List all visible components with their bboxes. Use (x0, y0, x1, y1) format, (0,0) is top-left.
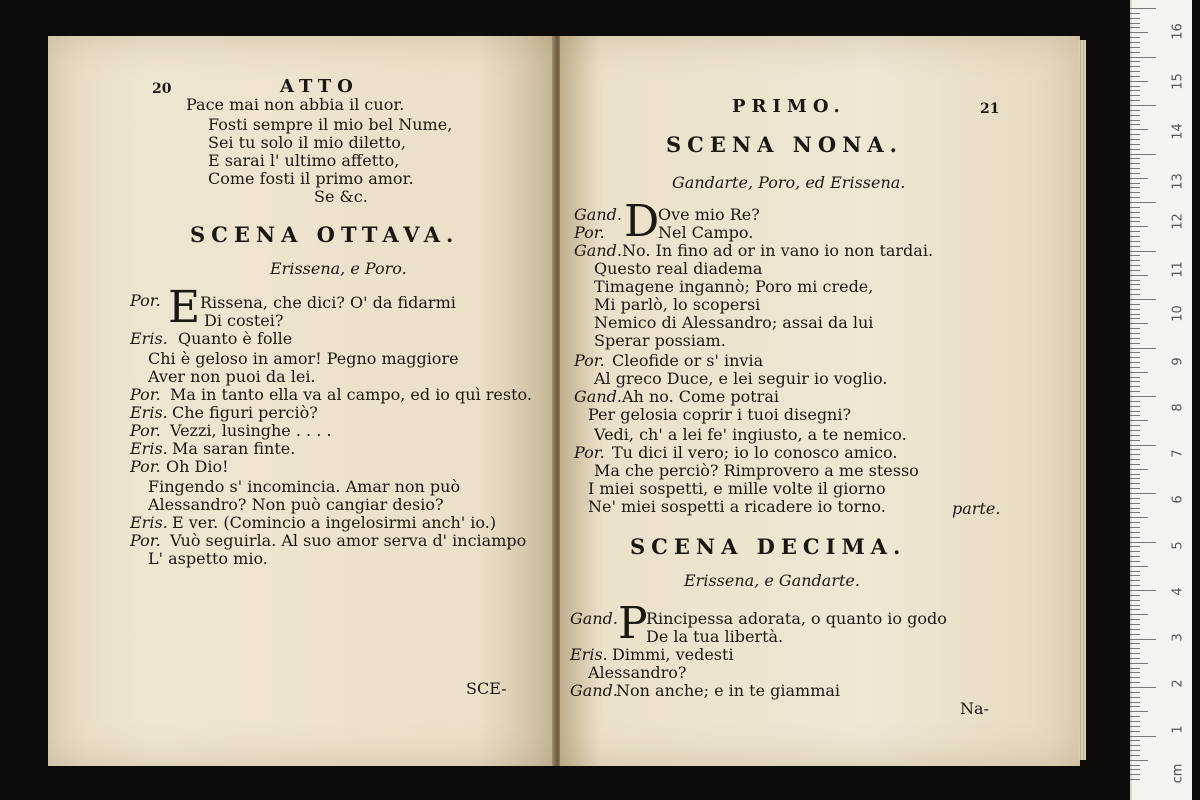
speaker: Por. (130, 531, 161, 550)
dialogue-line: Ove mio Re? (658, 205, 760, 224)
dialogue-line: Oh Dio! (166, 457, 229, 476)
dialogue-line: Rincipessa adorata, o quanto io godo (646, 609, 947, 628)
ruler-tick (1130, 449, 1140, 450)
speaker: Por. (574, 351, 605, 370)
ruler-tick (1130, 246, 1140, 247)
speaker: Por. (130, 291, 161, 310)
ruler-tick (1130, 294, 1140, 295)
ruler-tick (1130, 202, 1156, 203)
dialogue-line: Vezzi, lusinghe . . . . (170, 421, 332, 440)
ruler-tick (1130, 508, 1140, 509)
ruler-tick (1130, 13, 1140, 14)
ruler-tick (1130, 183, 1140, 184)
ruler-tick (1130, 284, 1140, 285)
ruler-tick (1130, 27, 1140, 28)
dialogue-line: Mi parlò, lo scopersi (594, 295, 761, 314)
ruler-tick (1130, 289, 1140, 290)
ruler-tick (1130, 556, 1140, 557)
ruler-tick (1130, 769, 1140, 770)
ruler-tick (1130, 430, 1140, 431)
speaker: Gand. (574, 205, 622, 224)
ruler-tick (1130, 381, 1140, 382)
dialogue-line: Fingendo s' incomincia. Amar non può (148, 477, 461, 496)
dialogue-line: Di costei? (204, 311, 284, 330)
ruler-tick (1130, 774, 1140, 775)
verse-line: Sei tu solo il mio diletto, (208, 133, 406, 152)
ruler-tick (1130, 503, 1140, 504)
ruler-tick (1130, 542, 1156, 543)
ruler-tick (1130, 464, 1140, 465)
ruler-number: 13 (1170, 173, 1186, 190)
ruler-tick (1130, 372, 1148, 373)
scene-characters: Erissena, e Poro. (270, 259, 407, 278)
ruler-tick (1130, 445, 1156, 446)
ruler-tick (1130, 323, 1148, 324)
page-number-left: 20 (152, 81, 172, 97)
ruler-tick (1130, 532, 1140, 533)
running-head-right: PRIMO. (732, 96, 846, 117)
ruler-tick (1130, 173, 1140, 174)
ruler-tick (1130, 551, 1140, 552)
speaker: Eris. (130, 329, 168, 348)
ruler-tick (1130, 415, 1140, 416)
ruler-tick (1130, 687, 1156, 688)
ruler-tick (1130, 692, 1140, 693)
ruler-tick (1130, 110, 1140, 111)
ruler-tick (1130, 498, 1140, 499)
ruler-tick (1130, 367, 1140, 368)
verse-line: Se &c. (314, 187, 368, 206)
verse-line: Pace mai non abbia il cuor. (186, 95, 405, 114)
ruler-tick (1130, 226, 1148, 227)
ruler-tick (1130, 221, 1140, 222)
ruler-tick (1130, 18, 1140, 19)
dialogue-line: Vedi, ch' a lei fe' ingiusto, a te nemico. (594, 425, 907, 444)
speaker: Gand. (574, 387, 622, 406)
ruler-tick (1130, 241, 1140, 242)
ruler-tick (1130, 406, 1140, 407)
ruler-tick (1130, 328, 1140, 329)
ruler-tick (1130, 124, 1140, 125)
ruler-tick (1130, 435, 1140, 436)
ruler-tick (1130, 706, 1140, 707)
ruler-tick (1130, 629, 1140, 630)
ruler-number: 16 (1170, 23, 1186, 40)
ruler-tick (1130, 711, 1148, 712)
speaker: Por. (574, 223, 605, 242)
ruler-tick (1130, 154, 1156, 155)
drop-cap: E (168, 282, 201, 333)
drop-cap: D (624, 196, 660, 247)
ruler-tick (1130, 580, 1140, 581)
ruler-tick (1130, 755, 1140, 756)
ruler-tick (1130, 90, 1140, 91)
ruler-tick (1130, 139, 1140, 140)
scene-title-ottava: SCENA OTTAVA. (190, 222, 460, 247)
ruler-tick (1130, 619, 1140, 620)
ruler-tick (1130, 454, 1140, 455)
catchword-right: Na- (960, 699, 989, 718)
ruler-tick (1130, 561, 1140, 562)
ruler-number: 14 (1170, 123, 1186, 140)
ruler-number: 7 (1170, 449, 1186, 458)
ruler-tick (1130, 750, 1140, 751)
ruler-tick (1130, 100, 1140, 101)
ruler-tick (1130, 396, 1156, 397)
dialogue-line: Tu dici il vero; io lo conosco amico. (612, 443, 898, 462)
ruler-tick (1130, 120, 1140, 121)
speaker: Eris. (130, 513, 168, 532)
ruler-tick (1130, 522, 1140, 523)
catchword-left: SCE- (466, 679, 507, 698)
ruler-tick (1130, 357, 1140, 358)
dialogue-line: Aver non puoi da lei. (148, 367, 316, 386)
ruler-tick (1130, 105, 1156, 106)
dialogue-line: Sperar possiam. (594, 331, 726, 350)
ruler-tick (1130, 600, 1140, 601)
dialogue-line: E ver. (Comincio a ingelosirmi anch' io.) (172, 513, 497, 532)
scene-characters: Gandarte, Poro, ed Erissena. (672, 173, 906, 192)
ruler-tick (1130, 643, 1140, 644)
ruler-tick (1130, 672, 1140, 673)
ruler-tick (1130, 348, 1156, 349)
ruler-tick (1130, 197, 1140, 198)
dialogue-line: Alessandro? (588, 663, 687, 682)
ruler-tick (1130, 158, 1140, 159)
ruler-tick (1130, 745, 1140, 746)
ruler-tick (1130, 309, 1140, 310)
ruler-tick (1130, 740, 1140, 741)
ruler-number: 15 (1170, 73, 1186, 90)
ruler-tick (1130, 338, 1140, 339)
dialogue-line: Cleofide or s' invia (612, 351, 764, 370)
ruler-tick (1130, 61, 1140, 62)
ruler-tick (1130, 352, 1140, 353)
ruler-tick (1130, 697, 1140, 698)
verse-line: E sarai l' ultimo affetto, (208, 151, 400, 170)
ruler-number: 6 (1170, 495, 1186, 504)
ruler-number: 11 (1170, 261, 1186, 278)
ruler-tick (1130, 149, 1140, 150)
ruler-tick (1130, 517, 1148, 518)
right-page (560, 36, 1080, 766)
ruler-tick (1130, 425, 1140, 426)
ruler-tick (1130, 571, 1140, 572)
dialogue-line: No. In fino ad or in vano io non tardai. (622, 241, 934, 260)
ruler-tick (1130, 716, 1140, 717)
dialogue-line: Ma che perciò? Rimprovero a me stesso (594, 461, 919, 480)
ruler-tick (1130, 81, 1148, 82)
verse-line: Come fosti il primo amor. (208, 169, 414, 188)
ruler-tick (1130, 721, 1140, 722)
ruler-tick (1130, 187, 1140, 188)
dialogue-line: I miei sospetti, e mille volte il giorno (588, 479, 886, 498)
ruler-tick (1130, 163, 1140, 164)
dialogue-line: Nemico di Alessandro; assai da lui (594, 313, 874, 332)
scene-title-decima: SCENA DECIMA. (630, 534, 907, 559)
dialogue-line: Non anche; e in te giammai (616, 681, 841, 700)
ruler-unit: cm (1170, 763, 1186, 784)
ruler-tick (1130, 217, 1140, 218)
ruler-tick (1130, 280, 1140, 281)
page-edges (1078, 40, 1086, 760)
ruler-number: 4 (1170, 587, 1186, 596)
ruler-tick (1130, 648, 1140, 649)
ruler-tick (1130, 168, 1140, 169)
ruler-number: 8 (1170, 403, 1186, 412)
ruler-tick (1130, 483, 1140, 484)
ruler-tick (1130, 8, 1156, 9)
ruler-tick (1130, 207, 1140, 208)
speaker: Eris. (130, 403, 168, 422)
scene-characters: Erissena, e Gandarte. (684, 571, 860, 590)
ruler-tick (1130, 537, 1140, 538)
dialogue-line: Ah no. Come potrai (622, 387, 779, 406)
ruler-tick (1130, 178, 1148, 179)
ruler-tick (1130, 144, 1140, 145)
speaker: Eris. (130, 439, 168, 458)
speaker: Por. (574, 443, 605, 462)
ruler-tick (1130, 134, 1140, 135)
ruler-tick (1130, 469, 1148, 470)
ruler-tick (1130, 192, 1140, 193)
ruler-tick (1130, 605, 1140, 606)
dialogue-line: Che figuri perciò? (172, 403, 318, 422)
ruler-tick (1130, 52, 1140, 53)
ruler-tick (1130, 318, 1140, 319)
ruler-tick (1130, 702, 1140, 703)
ruler-tick (1130, 265, 1140, 266)
dialogue-line: Nel Campo. (658, 223, 754, 242)
dialogue-line: Al greco Duce, e lei seguir io voglio. (594, 369, 888, 388)
ruler-tick (1130, 420, 1148, 421)
ruler-number: 3 (1170, 633, 1186, 642)
ruler-tick (1130, 343, 1140, 344)
ruler-tick (1130, 299, 1156, 300)
ruler-tick (1130, 488, 1140, 489)
ruler-tick (1130, 333, 1140, 334)
speaker: Gand. (574, 241, 622, 260)
ruler-tick (1130, 546, 1140, 547)
ruler-number: 12 (1170, 213, 1186, 230)
ruler-tick (1130, 512, 1140, 513)
dialogue-line: Timagene ingannò; Poro mi crede, (594, 277, 874, 296)
running-head-left: ATTO (280, 76, 359, 97)
dialogue-line: Alessandro? Non può cangiar desio? (148, 495, 444, 514)
ruler-tick (1130, 251, 1156, 252)
ruler-tick (1130, 255, 1140, 256)
ruler-tick (1130, 658, 1140, 659)
dialogue-line: Ma saran finte. (172, 439, 296, 458)
ruler-tick (1130, 236, 1140, 237)
ruler-tick (1130, 129, 1148, 130)
ruler-number: 9 (1170, 357, 1186, 366)
ruler-tick (1130, 23, 1140, 24)
ruler-tick (1130, 71, 1140, 72)
stage-direction: parte. (952, 499, 1001, 518)
speaker: Por. (130, 421, 161, 440)
dialogue-line: Chi è geloso in amor! Pegno maggiore (148, 349, 459, 368)
ruler-tick (1130, 527, 1140, 528)
ruler-tick (1130, 765, 1140, 766)
ruler-tick (1130, 314, 1140, 315)
ruler-tick (1130, 260, 1140, 261)
ruler-tick (1130, 614, 1148, 615)
ruler-tick (1130, 677, 1140, 678)
dialogue-line: Questo real diadema (594, 259, 763, 278)
drop-cap: P (618, 598, 648, 649)
ruler-tick (1130, 86, 1140, 87)
ruler-tick (1130, 115, 1140, 116)
ruler-tick (1130, 212, 1140, 213)
ruler-number: 1 (1170, 725, 1186, 734)
ruler-number: 10 (1170, 305, 1186, 322)
open-book (44, 36, 1086, 770)
ruler-tick (1130, 731, 1140, 732)
ruler-tick (1130, 32, 1148, 33)
speaker: Por. (130, 457, 161, 476)
ruler-tick (1130, 377, 1140, 378)
ruler-tick (1130, 95, 1140, 96)
dialogue-line: Rissena, che dici? O' da fidarmi (200, 293, 456, 312)
ruler-tick (1130, 590, 1156, 591)
measuring-ruler (1130, 0, 1192, 800)
page-number-right: 21 (980, 101, 1000, 117)
ruler-tick (1130, 595, 1140, 596)
ruler-tick (1130, 585, 1140, 586)
verse-line: Fosti sempre il mio bel Nume, (208, 115, 453, 134)
ruler-tick (1130, 275, 1148, 276)
ruler-tick (1130, 386, 1140, 387)
ruler-tick (1130, 566, 1148, 567)
ruler-tick (1130, 270, 1140, 271)
ruler-number: 2 (1170, 679, 1186, 688)
ruler-number: 5 (1170, 541, 1186, 550)
scene-title-nona: SCENA NONA. (666, 132, 903, 157)
ruler-tick (1130, 493, 1156, 494)
speaker: Por. (130, 385, 161, 404)
ruler-tick (1130, 682, 1140, 683)
ruler-tick (1130, 362, 1140, 363)
dialogue-line: Ne' miei sospetti a ricadere io torno. (588, 497, 886, 516)
ruler-tick (1130, 760, 1148, 761)
ruler-tick (1130, 440, 1140, 441)
ruler-tick (1130, 47, 1140, 48)
dialogue-line: Ma in tanto ella va al campo, ed io quì resto. (170, 385, 532, 404)
dialogue-line: Per gelosia coprir i tuoi disegni? (588, 405, 852, 424)
ruler-tick (1130, 575, 1140, 576)
dialogue-line: Dimmi, vedesti (612, 645, 734, 664)
ruler-tick (1130, 57, 1156, 58)
ruler-tick (1130, 391, 1140, 392)
ruler-tick (1130, 609, 1140, 610)
ruler-tick (1130, 66, 1140, 67)
dialogue-line: Vuò seguirla. Al suo amor serva d' inciampo (170, 531, 527, 550)
ruler-tick (1130, 459, 1140, 460)
ruler-tick (1130, 639, 1156, 640)
dialogue-line: De la tua libertà. (646, 627, 784, 646)
left-page (48, 36, 554, 766)
ruler-tick (1130, 779, 1140, 780)
ruler-tick (1130, 663, 1148, 664)
ruler-tick (1130, 668, 1140, 669)
ruler-tick (1130, 736, 1156, 737)
dialogue-line: Quanto è folle (178, 329, 293, 348)
ruler-tick (1130, 474, 1140, 475)
speaker: Eris. (570, 645, 608, 664)
ruler-tick (1130, 478, 1140, 479)
ruler-tick (1130, 726, 1140, 727)
ruler-tick (1130, 653, 1140, 654)
ruler-tick (1130, 401, 1140, 402)
ruler-tick (1130, 76, 1140, 77)
dialogue-line: L' aspetto mio. (148, 549, 268, 568)
ruler-tick (1130, 624, 1140, 625)
ruler-tick (1130, 42, 1140, 43)
ruler-tick (1130, 304, 1140, 305)
ruler-tick (1130, 231, 1140, 232)
ruler-tick (1130, 37, 1140, 38)
speaker: Gand. (570, 681, 618, 700)
ruler-tick (1130, 634, 1140, 635)
speaker: Gand. (570, 609, 618, 628)
ruler-tick (1130, 411, 1140, 412)
